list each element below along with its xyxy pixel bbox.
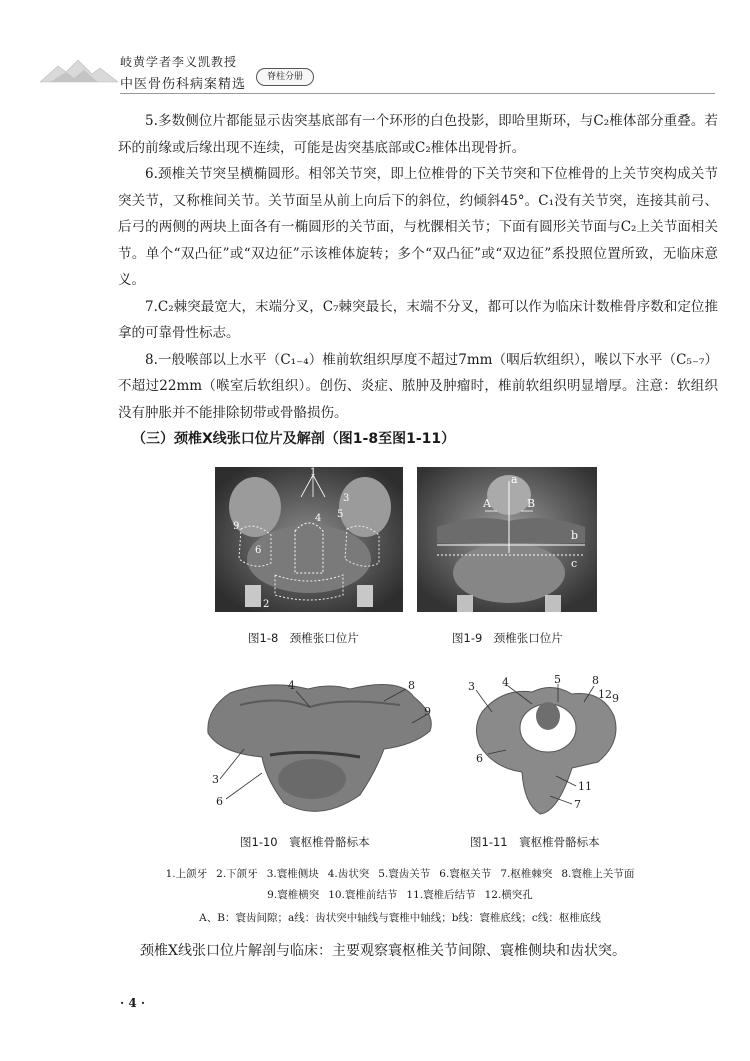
figure-1-9-caption: 图1-9 颈椎张口位片: [452, 631, 563, 645]
legend-item: 1.上颌牙: [165, 868, 208, 880]
paragraph-7: 7.C₂棘突最宽大，末端分叉，C₇棘突最长，末端不分叉，都可以作为临床计数椎骨序数和定位推拿的可靠骨性标志。: [118, 298, 718, 341]
legend-item: 7.枢椎棘突: [500, 868, 553, 880]
page-header: [0, 0, 750, 100]
fig8-label-9: 9: [233, 521, 240, 532]
fig9-label-a: a: [511, 473, 518, 486]
paragraph-5: 5.多数侧位片都能显示齿突基底部有一个环形的白色投影，即哈里斯环，与C₂椎体部分重叠。若环的前缘或后缘出现不连续，可能是齿突基底部或C₂椎体出现骨折。: [118, 113, 718, 156]
fig11-label-9: 9: [612, 692, 619, 705]
fig11-label-5: 5: [554, 673, 561, 686]
header-divider: [120, 93, 715, 94]
legend-item: 5.寰齿关节: [378, 868, 431, 880]
legend-item: 4.齿状突: [327, 868, 370, 880]
paragraph-6: 6.颈椎关节突呈横椭圆形。相邻关节突，即上位椎骨的下关节突和下位椎骨的上关节突构成关节突关节，又称椎间关节。关节面呈从前上向后下的斜位，约倾斜45°。C₁没有关节突，连接其前弓、后弓的两侧的两块上面各有一椭圆形的关节面，与枕髁相关节；下面有圆形关节面与C₂上关节面相关节。单个“双凸征”或“双边征”示该椎体旋转；多个“双凸征”或“双边征”系投照位置所致，无临床意义。: [118, 166, 718, 288]
body-text: [118, 108, 718, 453]
fig8-label-5: 5: [337, 509, 344, 520]
figure-1-8-caption: 图1-8 颈椎张口位片: [248, 631, 359, 645]
legend-note: A、B：寰齿间隙；a线：齿状突中轴线与寰椎中轴线；b线：寰椎底线；c线：枢椎底线: [199, 912, 601, 924]
figure-1-10-caption: 图1-10 寰枢椎骨骼标本: [240, 835, 370, 849]
fig11-label-6: 6: [476, 752, 483, 765]
fig9-label-c: c: [571, 557, 578, 570]
section-heading: （三）颈椎X线张口位片及解剖（图1-8至图1-11）: [132, 431, 456, 447]
fig11-label-11: 11: [578, 780, 592, 793]
legend-item: 10.寰椎前结节: [328, 889, 398, 901]
fig8-label-1: 1: [310, 467, 317, 478]
fig11-label-3: 3: [468, 680, 475, 693]
fig10-label-6: 6: [216, 795, 223, 808]
figure-legend: [100, 864, 700, 906]
legend-item: 2.下颌牙: [216, 868, 258, 880]
page-number: · 4 ·: [120, 996, 146, 1010]
fig9-label-B: B: [527, 497, 536, 510]
closing-paragraph: 颈椎X线张口位片解剖与临床：主要观察寰枢椎关节间隙、寰椎侧块和齿状突。: [140, 943, 626, 959]
fig9-label-b: b: [571, 529, 579, 542]
header-book-title: 中医骨伤科病案精选: [120, 77, 247, 92]
figure-1-8-xray: [215, 467, 403, 612]
legend-item: 6.寰枢关节: [439, 868, 492, 880]
fig9-label-A: A: [483, 497, 491, 510]
header-volume-tag: 脊柱分册: [256, 68, 314, 86]
fig11-label-7: 7: [574, 798, 581, 811]
fig10-label-4: 4: [288, 679, 295, 692]
paragraph-8: 8.一般喉部以上水平（C₁₋₄）椎前软组织厚度不超过7mm（咽后软组织），喉以下水平（C₅₋₇）不超过22mm（喉室后软组织）。创伤、炎症、脓肿及肿瘤时，椎前软组织明显增厚。注意：软组织没有肿胀并不能排除韧带或骨骼损伤。: [118, 351, 718, 421]
fig11-label-8: 8: [592, 674, 599, 687]
mountain-logo-icon: [40, 58, 118, 84]
fig11-label-4: 4: [502, 676, 509, 689]
fig8-label-3: 3: [343, 493, 350, 504]
legend-row-2: [100, 885, 700, 906]
legend-row-1: [100, 864, 700, 885]
fig8-label-6: 6: [255, 545, 262, 556]
fig10-label-9: 9: [424, 705, 431, 718]
legend-item: 8.寰椎上关节面: [561, 868, 635, 880]
legend-item: 11.寰椎后结节: [406, 889, 476, 901]
header-title: 岐黄学者李义凯教授: [120, 55, 238, 69]
legend-item: 12.横突孔: [484, 889, 533, 901]
fig10-label-8: 8: [408, 679, 415, 692]
figure-1-11-caption: 图1-11 寰枢椎骨骼标本: [470, 835, 600, 849]
fig8-label-2: 2: [263, 599, 270, 610]
figure-1-11-specimen: [462, 672, 637, 820]
figure-1-9-xray: [417, 467, 597, 612]
fig10-label-3: 3: [212, 773, 219, 786]
fig11-label-12: 12: [598, 688, 612, 701]
fig8-label-4: 4: [315, 513, 322, 524]
figure-1-10-specimen: [200, 675, 440, 825]
legend-item: 9.寰椎横突: [267, 889, 320, 901]
legend-item: 3.寰椎侧块: [266, 868, 319, 880]
